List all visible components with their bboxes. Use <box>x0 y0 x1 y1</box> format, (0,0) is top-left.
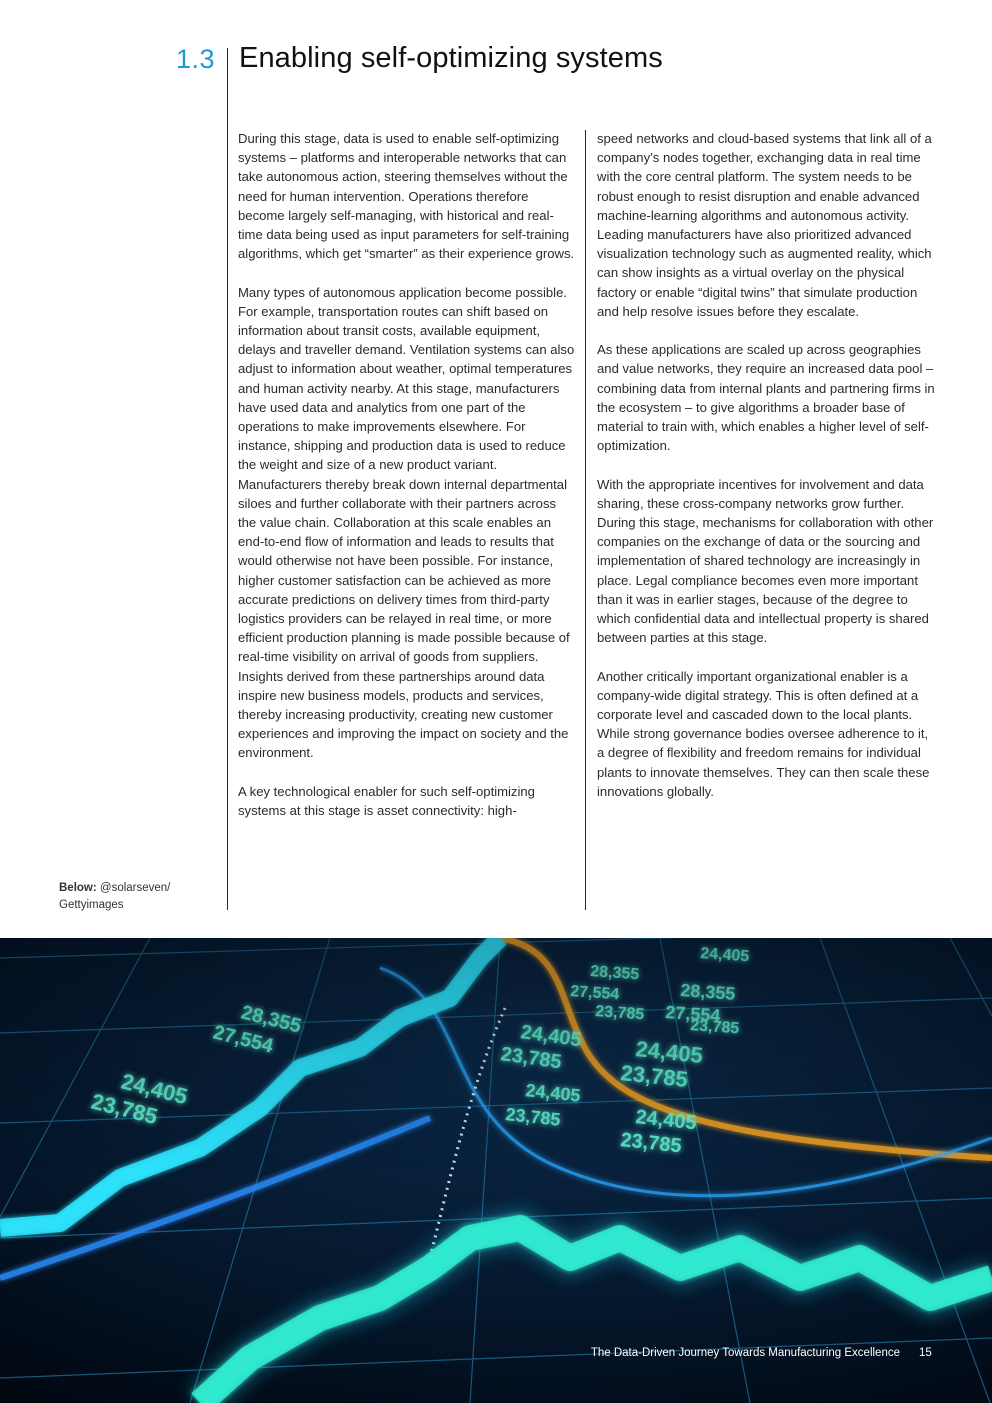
paragraph: With the appropriate incentives for involvement and data sharing, these cross-company networks grow further. During this stage, mechanisms for collaboration with other companies on the exchange of data or the sourcing and implementation of shared technology are increasingly in place. Legal compliance becomes even more important than it was in earlier stages, because of the degree to which confidential data and intellectual property is shared between parties at this stage. <box>597 476 934 646</box>
hero-image <box>0 938 992 1403</box>
paragraph: Many types of autonomous application become possible. For example, transportation routes can shift based on information about transit costs, available equipment, delays and traveller demand. Ventilation systems can also adjust to information about weather, optimal temperatures and human activity nearby. At this stage, manufacturers have used data and analytics from one part of the operations to make improvements elsewhere. For instance, shipping and production data is used to reduce the weight and size of a new product variant. Manufacturers thereby break down internal departmental siloes and further collaborate with their partners across the value chain. Collaboration at this scale enables an end-to-end flow of information and leads to results that would otherwise not have been possible. For instance, higher customer satisfaction can be achieved as more accurate predictions on delivery times from third-party logistics providers can be relayed in real time, or more efficient production planning is made possible because of real-time visibility on arrival of goods from suppliers. Insights derived from these partnerships around data inspire new business models, products and services, thereby increasing productivity, creating new customer experiences and improving the impact on society and the environment. <box>238 284 575 761</box>
caption-label: Below: <box>59 882 97 894</box>
section-title: Enabling self-optimizing systems <box>239 42 663 74</box>
section-number: 1.3 <box>176 44 216 74</box>
column-divider <box>585 130 586 910</box>
text-column-left <box>238 129 576 839</box>
caption-credit: @solarseven/ Gettyimages <box>59 882 171 911</box>
paragraph: As these applications are scaled up across geographies and value networks, they require an increased data pool – combining data from internal plants and partnering firms in the ecosystem – to give algorithms a broader base of material to train with, which enables a higher level of self-optimization. <box>597 342 935 454</box>
heading-divider <box>227 48 228 910</box>
paragraph: speed networks and cloud-based systems that link all of a company’s nodes together, exchanging data in real time with the core central platform. The system needs to be robust enough to resist disruption and enable advanced machine-learning algorithms and autonomous activity. Leading manufacturers have also prioritized advanced visualization technology such as augmented reality, which can show insights as a virtual overlay on the physical factory or enable “digital twins” that simulate production and help resolve issues before they escalate. <box>597 131 932 319</box>
stock-ticker-illustration <box>0 938 992 1403</box>
paragraph: A key technological enabler for such self-optimizing systems at this stage is asset connectivity: high- <box>238 783 535 819</box>
page-number: 15 <box>919 1347 932 1359</box>
footer-title: The Data-Driven Journey Towards Manufacturing Excellence <box>590 1347 900 1359</box>
image-caption <box>59 880 209 914</box>
text-column-right <box>597 129 937 820</box>
paragraph: During this stage, data is used to enable self-optimizing systems – platforms and interoperable networks that can take autonomous action, steering themselves without the need for human intervention. Operations therefore become largely self-managing, with historical and real-time data being used as input parameters for self-training algorithms, which get “smarter” as their experience grows. <box>238 131 575 262</box>
paragraph: Another critically important organizational enabler is a company-wide digital strategy. This is often defined at a corporate level and cascaded down to the local plants. While strong governance bodies oversee adherence to it, a degree of flexibility and freedom remains for individual plants to innovate themselves. They can then scale these innovations globally. <box>597 668 930 799</box>
